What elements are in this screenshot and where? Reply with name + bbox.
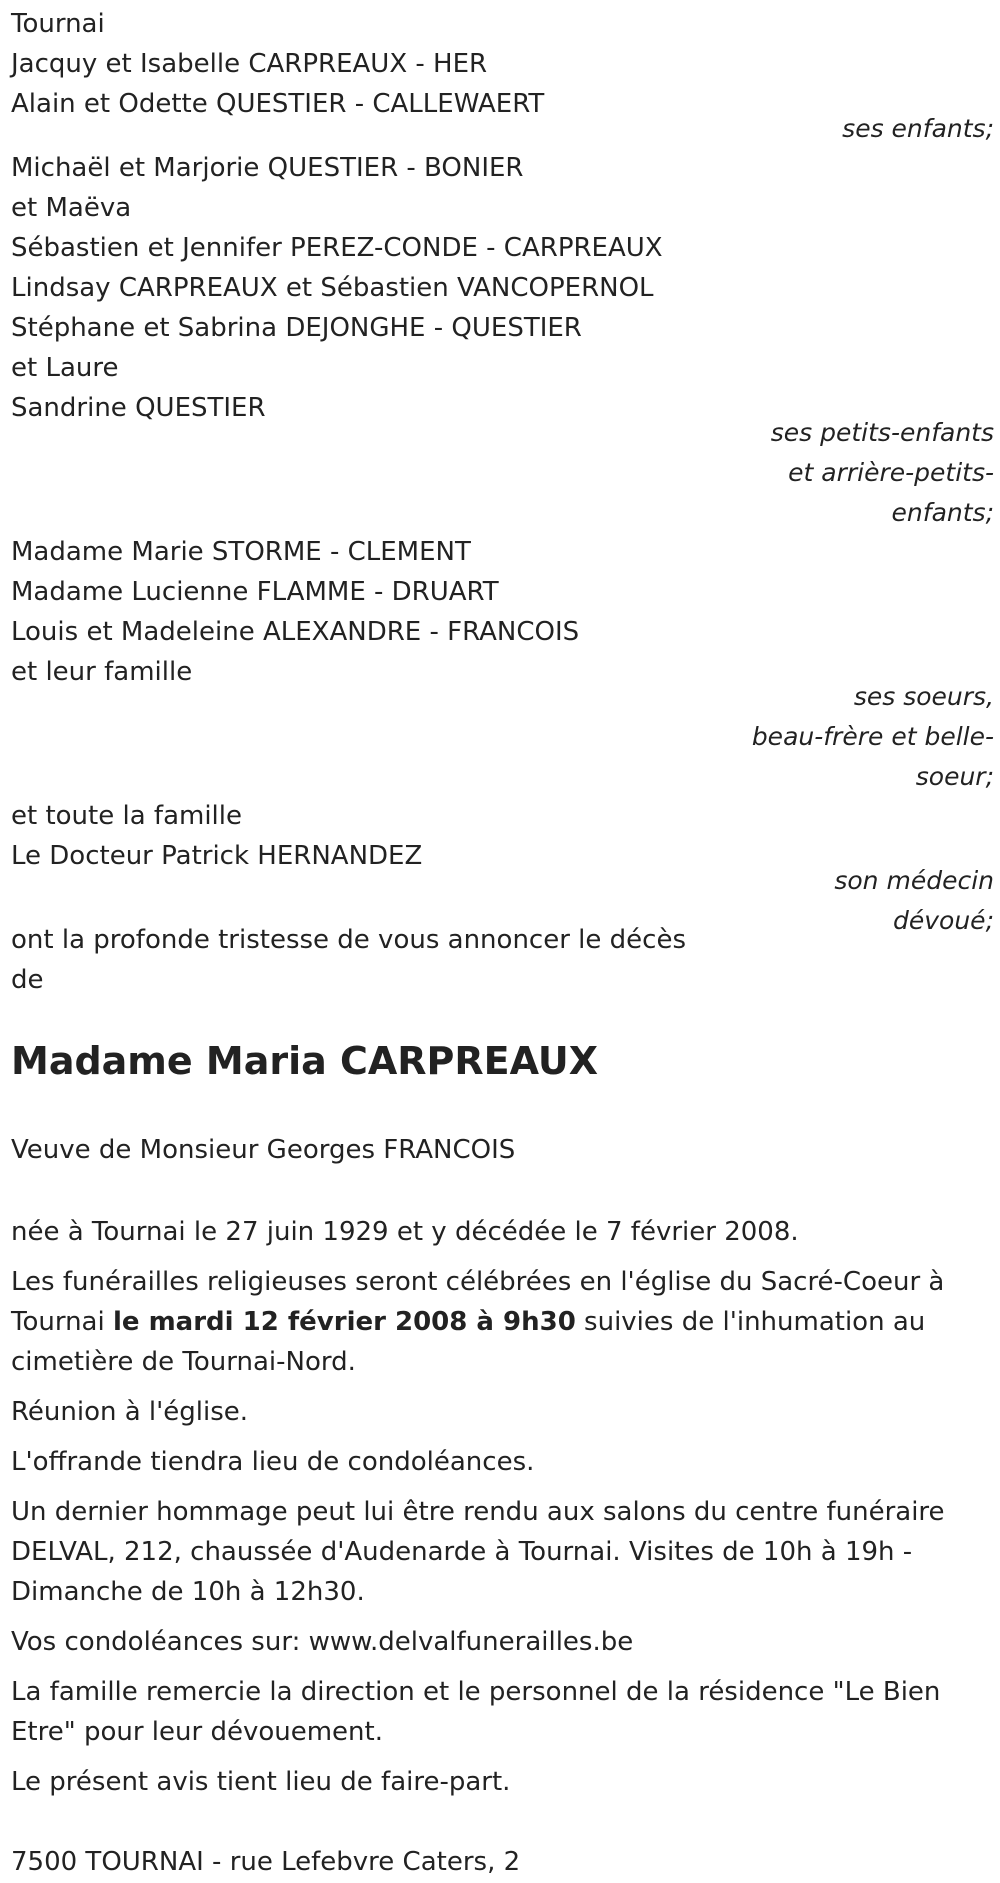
funeral-paragraph [11, 1262, 991, 1382]
grandchild-line: Michaël et Marjorie QUESTIER - BONIER [11, 153, 524, 183]
doctor-line: Le Docteur Patrick HERNANDEZ [11, 841, 423, 871]
doctor-role-line: son médecin [834, 866, 994, 895]
child-line: Jacquy et Isabelle CARPREAUX - HER [11, 49, 488, 79]
child-line: Alain et Odette QUESTIER - CALLEWAERT [11, 89, 545, 119]
grandchild-line: Stéphane et Sabrina DEJONGHE - QUESTIER [11, 313, 582, 343]
siblings-role-line: soeur; [915, 762, 994, 791]
sibling-line: Madame Marie STORME - CLEMENT [11, 537, 471, 567]
whole-family-line: et toute la famille [11, 801, 242, 831]
children-role-label: ses enfants; [842, 114, 994, 143]
grandchild-line: et Laure [11, 353, 119, 383]
meeting-paragraph: Réunion à l'église. [11, 1397, 249, 1427]
tribute-paragraph: Un dernier hommage peut lui être rendu aux salons du centre funéraire DELVAL, 212, chaussée d'Audenarde à Tournai. Visites de 10h à 19h - Dimanche de 10h à 12h30. [11, 1497, 945, 1607]
grandchild-line: Lindsay CARPREAUX et Sébastien VANCOPERNOL [11, 273, 654, 303]
sibling-line: Louis et Madeleine ALEXANDRE - FRANCOIS [11, 617, 580, 647]
widow-of-line: Veuve de Monsieur Georges FRANCOIS [11, 1135, 516, 1165]
address-line: 7500 TOURNAI - rue Lefebvre Caters, 2 [11, 1847, 521, 1877]
offering-paragraph: L'offrande tiendra lieu de condoléances. [11, 1447, 535, 1477]
funeral-text-after: suivies de l'inhumation au cimetière de Tournai-Nord. [11, 1307, 926, 1377]
funeral-date-bold: le mardi 12 février 2008 à 9h30 [112, 1307, 576, 1337]
grandchildren-role-line: enfants; [891, 498, 994, 527]
grandchildren-role-line: ses petits-enfants [770, 418, 994, 447]
condolences-paragraph: Vos condoléances sur: www.delvalfunerailles.be [11, 1627, 634, 1657]
grandchild-line: Sébastien et Jennifer PEREZ-CONDE - CARPREAUX [11, 233, 663, 263]
sibling-line: et leur famille [11, 657, 193, 687]
doctor-role-line: dévoué; [893, 906, 994, 935]
grandchild-line: et Maëva [11, 193, 132, 223]
sibling-line: Madame Lucienne FLAMME - DRUART [11, 577, 499, 607]
funeral-text-before: Les funérailles religieuses seront célébrées en l'église du Sacré-Coeur à Tournai [11, 1267, 945, 1337]
siblings-role-line: beau-frère et belle- [751, 722, 994, 751]
grandchildren-role-line: et arrière-petits- [788, 458, 994, 487]
siblings-role-line: ses soeurs, [853, 682, 994, 711]
announcement-line: de [11, 965, 44, 995]
deceased-name: Madame Maria CARPREAUX [11, 1039, 599, 1083]
grandchild-line: Sandrine QUESTIER [11, 393, 266, 423]
city-line: Tournai [11, 9, 105, 39]
notice-paragraph: Le présent avis tient lieu de faire-part. [11, 1767, 511, 1797]
birth-death-paragraph: née à Tournai le 27 juin 1929 et y décédée le 7 février 2008. [11, 1217, 799, 1247]
thanks-paragraph: La famille remercie la direction et le personnel de la résidence "Le Bien Etre" pour leur dévouement. [11, 1677, 941, 1747]
announcement-line: ont la profonde tristesse de vous annoncer le décès [11, 925, 686, 955]
